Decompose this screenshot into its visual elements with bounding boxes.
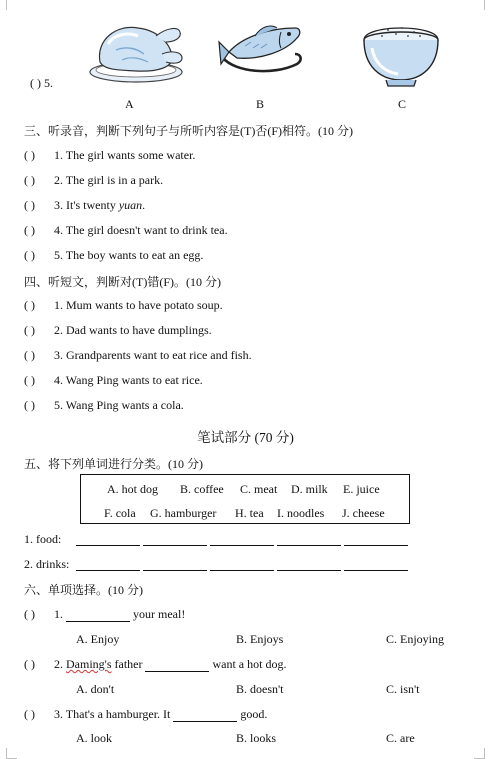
q2-option-a[interactable]: A. don't — [76, 682, 115, 696]
answer-paren: ( ) — [24, 198, 35, 212]
written-part-title: 笔试部分 (70 分) — [197, 430, 294, 445]
q3-option-a[interactable]: A. look — [76, 731, 112, 745]
section6-question-2 — [24, 657, 286, 672]
section3-item-4 — [24, 223, 228, 238]
item-italic-word: yuan — [118, 198, 143, 212]
option-label-c: C — [398, 97, 407, 111]
section3-heading: 三、听录音，判断下列句子与所听内容是(T)否(F)相符。(10 分) — [24, 124, 353, 138]
section4-item-5 — [24, 398, 184, 413]
corner-mark-top-left — [6, 0, 17, 10]
word-bank-item: C. meat — [240, 482, 278, 496]
section6-question-3 — [24, 707, 267, 722]
word-bank-item: I. noodles — [277, 506, 325, 520]
question-text-end: want a hot dog. — [209, 657, 287, 671]
question-text: 2. — [54, 657, 66, 671]
item-text: 3. It's twenty — [54, 198, 119, 212]
answer-paren: ( ) — [24, 223, 35, 237]
section3-item-5 — [24, 248, 203, 263]
q2-option-c[interactable]: C. isn't — [386, 682, 420, 696]
rice-bowl-icon — [358, 14, 444, 90]
section4-heading: 四、听短文，判断对(T)错(F)。(10 分) — [24, 275, 221, 289]
roast-chicken-icon — [86, 10, 186, 86]
picture-question-5 — [30, 76, 53, 91]
food-answer-blanks[interactable] — [76, 531, 408, 546]
option-label-a: A — [125, 97, 134, 111]
item-text: 5. Wang Ping wants a cola. — [54, 398, 184, 412]
word-bank-item: D. milk — [291, 482, 328, 496]
item-text: 4. The girl doesn't want to drink tea. — [54, 223, 228, 237]
spellcheck-word: Daming's — [66, 657, 112, 671]
item-text: 2. Dad wants to have dumplings. — [54, 323, 212, 337]
answer-paren: ( ) — [24, 707, 35, 721]
section4-item-2 — [24, 323, 212, 338]
item-text: 5. The boy wants to eat an egg. — [54, 248, 204, 262]
q3-option-b[interactable]: B. looks — [236, 731, 277, 745]
corner-mark-bottom-left — [6, 748, 17, 759]
word-bank-item: J. cheese — [342, 506, 385, 520]
word-bank-item: F. cola — [104, 506, 136, 520]
answer-paren: ( ) — [24, 248, 35, 262]
answer-paren: ( ) — [24, 607, 35, 621]
answer-paren: ( ) — [24, 398, 35, 412]
word-bank-box — [80, 474, 410, 524]
section4-item-4 — [24, 373, 203, 388]
section3-item-3 — [24, 198, 145, 213]
word-bank-item: B. coffee — [180, 482, 224, 496]
section3-item-2 — [24, 173, 163, 188]
drinks-label: 2. drinks: — [24, 557, 70, 571]
question-number: 5. — [44, 76, 53, 90]
answer-blank[interactable] — [145, 658, 209, 672]
answer-paren: ( ) — [24, 173, 35, 187]
section5-heading: 五、将下列单词进行分类。(10 分) — [24, 457, 203, 471]
item-text-end: . — [142, 198, 146, 212]
item-text: 1. The girl wants some water. — [54, 148, 196, 162]
drinks-answer-blanks[interactable] — [76, 556, 408, 571]
question-text: 3. That's a hamburger. It — [54, 707, 174, 721]
word-bank-item: G. hamburger — [150, 506, 217, 520]
word-bank-item: H. tea — [235, 506, 264, 520]
section6-question-1 — [24, 607, 185, 622]
section4-item-1 — [24, 298, 223, 313]
item-text: 1. Mum wants to have potato soup. — [54, 298, 223, 312]
answer-blank[interactable] — [66, 608, 130, 622]
question-text-end: your meal! — [130, 607, 186, 621]
item-text: 4. Wang Ping wants to eat rice. — [54, 373, 203, 387]
q3-option-c[interactable]: C. are — [386, 731, 415, 745]
question-text: 1. — [54, 607, 66, 621]
answer-paren: ( ) — [24, 657, 35, 671]
section4-item-3 — [24, 348, 252, 363]
word-bank-item: E. juice — [343, 482, 380, 496]
q2-option-b[interactable]: B. doesn't — [236, 682, 284, 696]
q1-option-a[interactable]: A. Enjoy — [76, 632, 120, 646]
corner-mark-top-right — [474, 0, 485, 10]
item-text: 3. Grandparents want to eat rice and fish. — [54, 348, 252, 362]
q1-option-b[interactable]: B. Enjoys — [236, 632, 284, 646]
corner-mark-bottom-right — [474, 748, 485, 759]
food-label: 1. food: — [24, 532, 62, 546]
section3-item-1 — [24, 148, 195, 163]
question-text-middle: father — [111, 657, 146, 671]
question-text-end: good. — [237, 707, 268, 721]
section6-heading: 六、单项选择。(10 分) — [24, 583, 143, 597]
answer-paren: ( ) — [30, 76, 41, 90]
answer-paren: ( ) — [24, 348, 35, 362]
answer-paren: ( ) — [24, 373, 35, 387]
answer-paren: ( ) — [24, 323, 35, 337]
fish-icon — [215, 18, 307, 82]
answer-paren: ( ) — [24, 148, 35, 162]
word-bank-item: A. hot dog — [107, 482, 158, 496]
answer-paren: ( ) — [24, 298, 35, 312]
answer-blank[interactable] — [173, 708, 237, 722]
q1-option-c[interactable]: C. Enjoying — [386, 632, 445, 646]
item-text: 2. The girl is in a park. — [54, 173, 164, 187]
option-label-b: B — [256, 97, 265, 111]
